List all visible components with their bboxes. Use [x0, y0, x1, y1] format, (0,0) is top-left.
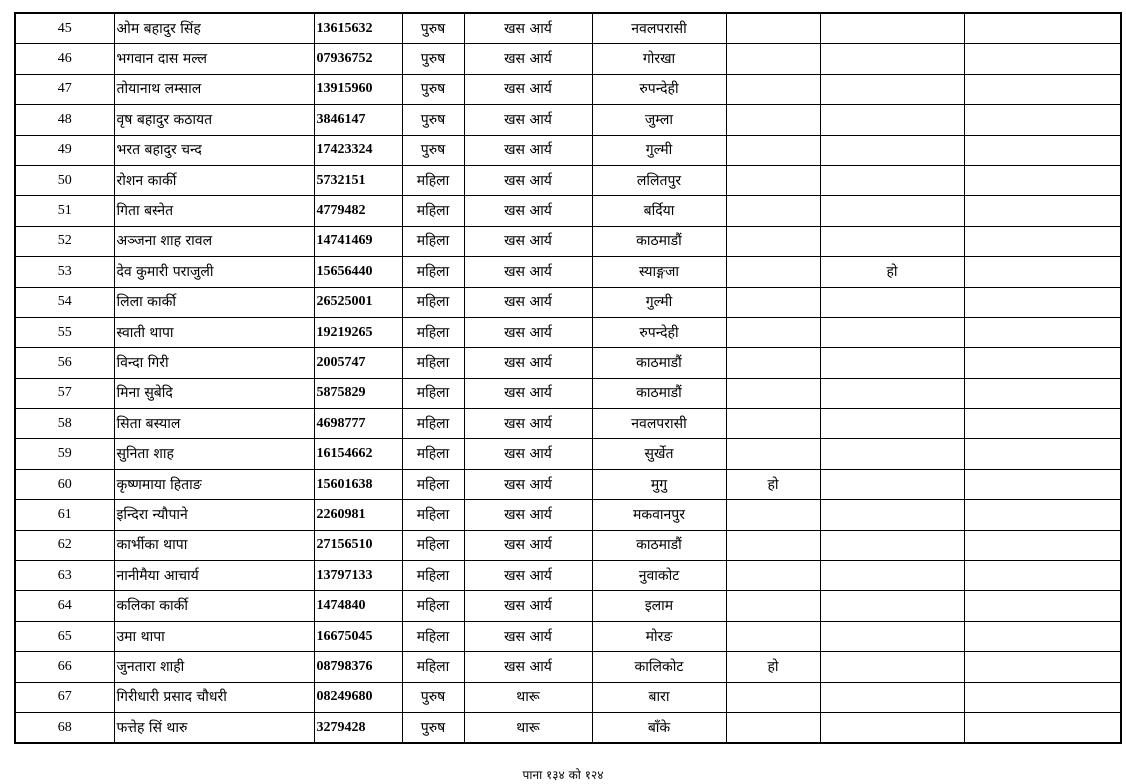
name-cell: सिता बस्याल — [114, 409, 314, 439]
district-cell: गुल्मी — [592, 287, 726, 317]
citizenship-number-cell: 2260981 — [314, 500, 402, 530]
district-cell: इलाम — [592, 591, 726, 621]
extra-column-2-cell — [820, 682, 964, 712]
citizenship-number-cell: 13797133 — [314, 561, 402, 591]
gender-cell: महिला — [402, 287, 464, 317]
table-row — [15, 287, 1121, 317]
serial-number-cell: 57 — [15, 378, 114, 408]
gender-cell: पुरुष — [402, 135, 464, 165]
extra-column-1-cell — [726, 196, 820, 226]
serial-number-cell: 59 — [15, 439, 114, 469]
records-table-body — [15, 13, 1121, 743]
serial-number-cell: 65 — [15, 621, 114, 651]
extra-column-3-cell — [964, 439, 1121, 469]
district-cell: रुपन्देही — [592, 317, 726, 347]
extra-column-1-cell — [726, 409, 820, 439]
table-row — [15, 105, 1121, 135]
citizenship-number-cell: 1474840 — [314, 591, 402, 621]
extra-column-3-cell — [964, 469, 1121, 499]
name-cell: सुनिता शाह — [114, 439, 314, 469]
extra-column-1-cell — [726, 226, 820, 256]
serial-number-cell: 66 — [15, 652, 114, 682]
extra-column-2-cell — [820, 196, 964, 226]
citizenship-number-cell: 15601638 — [314, 469, 402, 499]
extra-column-1-cell: हो — [726, 652, 820, 682]
table-row — [15, 712, 1121, 743]
name-cell: विन्दा गिरी — [114, 348, 314, 378]
district-cell: नुवाकोट — [592, 561, 726, 591]
extra-column-3-cell — [964, 226, 1121, 256]
caste-group-cell: खस आर्य — [464, 469, 592, 499]
caste-group-cell: थारू — [464, 712, 592, 743]
citizenship-number-cell: 5732151 — [314, 165, 402, 195]
table-row — [15, 378, 1121, 408]
extra-column-1-cell — [726, 621, 820, 651]
serial-number-cell: 61 — [15, 500, 114, 530]
extra-column-1-cell — [726, 348, 820, 378]
district-cell: काठमाडौं — [592, 226, 726, 256]
name-cell: भगवान दास मल्ल — [114, 44, 314, 74]
gender-cell: महिला — [402, 348, 464, 378]
gender-cell: पुरुष — [402, 74, 464, 104]
citizenship-number-cell: 16154662 — [314, 439, 402, 469]
caste-group-cell: खस आर्य — [464, 105, 592, 135]
serial-number-cell: 55 — [15, 317, 114, 347]
caste-group-cell: खस आर्य — [464, 257, 592, 287]
extra-column-1-cell — [726, 317, 820, 347]
serial-number-cell: 56 — [15, 348, 114, 378]
district-cell: काठमाडौं — [592, 530, 726, 560]
extra-column-2-cell — [820, 165, 964, 195]
gender-cell: महिला — [402, 196, 464, 226]
extra-column-2-cell — [820, 135, 964, 165]
table-row — [15, 196, 1121, 226]
citizenship-number-cell: 14741469 — [314, 226, 402, 256]
extra-column-2-cell — [820, 226, 964, 256]
citizenship-number-cell: 3279428 — [314, 712, 402, 743]
table-row — [15, 257, 1121, 287]
gender-cell: महिला — [402, 317, 464, 347]
extra-column-1-cell — [726, 257, 820, 287]
serial-number-cell: 60 — [15, 469, 114, 499]
citizenship-number-cell: 07936752 — [314, 44, 402, 74]
extra-column-2-cell — [820, 287, 964, 317]
table-row — [15, 226, 1121, 256]
caste-group-cell: खस आर्य — [464, 561, 592, 591]
extra-column-3-cell — [964, 712, 1121, 743]
name-cell: कलिका कार्की — [114, 591, 314, 621]
serial-number-cell: 52 — [15, 226, 114, 256]
district-cell: बर्दिया — [592, 196, 726, 226]
citizenship-number-cell: 13915960 — [314, 74, 402, 104]
serial-number-cell: 46 — [15, 44, 114, 74]
gender-cell: महिला — [402, 378, 464, 408]
caste-group-cell: खस आर्य — [464, 621, 592, 651]
extra-column-1-cell — [726, 105, 820, 135]
caste-group-cell: थारू — [464, 682, 592, 712]
table-row — [15, 469, 1121, 499]
name-cell: जुनतारा शाही — [114, 652, 314, 682]
caste-group-cell: खस आर्य — [464, 165, 592, 195]
extra-column-2-cell — [820, 652, 964, 682]
serial-number-cell: 51 — [15, 196, 114, 226]
serial-number-cell: 45 — [15, 13, 114, 44]
district-cell: मोरङ — [592, 621, 726, 651]
district-cell: गोरखा — [592, 44, 726, 74]
name-cell: कृष्णमाया हिताङ — [114, 469, 314, 499]
district-cell: बारा — [592, 682, 726, 712]
district-cell: नवलपरासी — [592, 409, 726, 439]
gender-cell: महिला — [402, 500, 464, 530]
table-row — [15, 682, 1121, 712]
citizenship-number-cell: 27156510 — [314, 530, 402, 560]
extra-column-2-cell — [820, 561, 964, 591]
table-row — [15, 652, 1121, 682]
name-cell: तोयानाथ लम्साल — [114, 74, 314, 104]
name-cell: अञ्जना शाह रावल — [114, 226, 314, 256]
caste-group-cell: खस आर्य — [464, 348, 592, 378]
district-cell: नवलपरासी — [592, 13, 726, 44]
district-cell: गुल्मी — [592, 135, 726, 165]
name-cell: गिरीधारी प्रसाद चौधरी — [114, 682, 314, 712]
extra-column-2-cell — [820, 469, 964, 499]
serial-number-cell: 63 — [15, 561, 114, 591]
extra-column-3-cell — [964, 500, 1121, 530]
extra-column-2-cell — [820, 621, 964, 651]
table-row — [15, 409, 1121, 439]
serial-number-cell: 49 — [15, 135, 114, 165]
gender-cell: पुरुष — [402, 44, 464, 74]
caste-group-cell: खस आर्य — [464, 13, 592, 44]
extra-column-3-cell — [964, 561, 1121, 591]
gender-cell: महिला — [402, 561, 464, 591]
district-cell: सुर्खेत — [592, 439, 726, 469]
district-cell: कालिकोट — [592, 652, 726, 682]
extra-column-3-cell — [964, 74, 1121, 104]
caste-group-cell: खस आर्य — [464, 226, 592, 256]
citizenship-number-cell: 19219265 — [314, 317, 402, 347]
serial-number-cell: 50 — [15, 165, 114, 195]
district-cell: मुगु — [592, 469, 726, 499]
extra-column-3-cell — [964, 13, 1121, 44]
serial-number-cell: 67 — [15, 682, 114, 712]
name-cell: इन्दिरा न्यौपाने — [114, 500, 314, 530]
extra-column-3-cell — [964, 591, 1121, 621]
gender-cell: महिला — [402, 439, 464, 469]
table-row — [15, 317, 1121, 347]
gender-cell: महिला — [402, 226, 464, 256]
gender-cell: महिला — [402, 652, 464, 682]
name-cell: कार्भीका थापा — [114, 530, 314, 560]
table-row — [15, 561, 1121, 591]
extra-column-1-cell — [726, 712, 820, 743]
citizenship-number-cell: 4698777 — [314, 409, 402, 439]
name-cell: वृष बहादुर कठायत — [114, 105, 314, 135]
records-table — [14, 12, 1122, 744]
citizenship-number-cell: 26525001 — [314, 287, 402, 317]
name-cell: उमा थापा — [114, 621, 314, 651]
caste-group-cell: खस आर्य — [464, 591, 592, 621]
caste-group-cell: खस आर्य — [464, 530, 592, 560]
name-cell: ओम बहादुर सिंह — [114, 13, 314, 44]
extra-column-3-cell — [964, 682, 1121, 712]
page-footer: पाना १३४ को १२४ — [522, 768, 604, 782]
extra-column-3-cell — [964, 378, 1121, 408]
extra-column-3-cell — [964, 409, 1121, 439]
extra-column-2-cell — [820, 74, 964, 104]
caste-group-cell: खस आर्य — [464, 287, 592, 317]
gender-cell: महिला — [402, 621, 464, 651]
extra-column-3-cell — [964, 317, 1121, 347]
extra-column-2-cell — [820, 317, 964, 347]
name-cell: भरत बहादुर चन्द — [114, 135, 314, 165]
extra-column-2-cell — [820, 591, 964, 621]
citizenship-number-cell: 08798376 — [314, 652, 402, 682]
citizenship-number-cell: 17423324 — [314, 135, 402, 165]
caste-group-cell: खस आर्य — [464, 409, 592, 439]
gender-cell: महिला — [402, 257, 464, 287]
district-cell: मकवानपुर — [592, 500, 726, 530]
extra-column-2-cell — [820, 348, 964, 378]
citizenship-number-cell: 4779482 — [314, 196, 402, 226]
extra-column-2-cell: हो — [820, 257, 964, 287]
extra-column-2-cell — [820, 439, 964, 469]
citizenship-number-cell: 16675045 — [314, 621, 402, 651]
citizenship-number-cell: 08249680 — [314, 682, 402, 712]
table-row — [15, 500, 1121, 530]
gender-cell: पुरुष — [402, 712, 464, 743]
extra-column-1-cell — [726, 530, 820, 560]
extra-column-1-cell — [726, 682, 820, 712]
serial-number-cell: 48 — [15, 105, 114, 135]
table-row — [15, 591, 1121, 621]
extra-column-3-cell — [964, 44, 1121, 74]
gender-cell: महिला — [402, 165, 464, 195]
citizenship-number-cell: 5875829 — [314, 378, 402, 408]
citizenship-number-cell: 15656440 — [314, 257, 402, 287]
extra-column-1-cell — [726, 44, 820, 74]
caste-group-cell: खस आर्य — [464, 439, 592, 469]
serial-number-cell: 53 — [15, 257, 114, 287]
gender-cell: महिला — [402, 409, 464, 439]
extra-column-3-cell — [964, 135, 1121, 165]
caste-group-cell: खस आर्य — [464, 500, 592, 530]
gender-cell: महिला — [402, 530, 464, 560]
extra-column-2-cell — [820, 44, 964, 74]
extra-column-3-cell — [964, 165, 1121, 195]
district-cell: काठमाडौं — [592, 348, 726, 378]
extra-column-2-cell — [820, 105, 964, 135]
serial-number-cell: 58 — [15, 409, 114, 439]
extra-column-3-cell — [964, 196, 1121, 226]
name-cell: फत्तेह सिं थारु — [114, 712, 314, 743]
table-row — [15, 74, 1121, 104]
caste-group-cell: खस आर्य — [464, 135, 592, 165]
district-cell: स्याङ्गजा — [592, 257, 726, 287]
serial-number-cell: 54 — [15, 287, 114, 317]
extra-column-1-cell — [726, 378, 820, 408]
name-cell: स्वाती थापा — [114, 317, 314, 347]
extra-column-1-cell: हो — [726, 469, 820, 499]
extra-column-1-cell — [726, 439, 820, 469]
caste-group-cell: खस आर्य — [464, 44, 592, 74]
extra-column-1-cell — [726, 74, 820, 104]
extra-column-3-cell — [964, 287, 1121, 317]
gender-cell: पुरुष — [402, 13, 464, 44]
extra-column-3-cell — [964, 105, 1121, 135]
extra-column-2-cell — [820, 378, 964, 408]
serial-number-cell: 68 — [15, 712, 114, 743]
extra-column-1-cell — [726, 165, 820, 195]
extra-column-3-cell — [964, 257, 1121, 287]
table-row — [15, 13, 1121, 44]
caste-group-cell: खस आर्य — [464, 74, 592, 104]
extra-column-3-cell — [964, 530, 1121, 560]
extra-column-2-cell — [820, 13, 964, 44]
table-row — [15, 621, 1121, 651]
district-cell: बाँके — [592, 712, 726, 743]
extra-column-3-cell — [964, 348, 1121, 378]
gender-cell: महिला — [402, 469, 464, 499]
district-cell: रुपन्देही — [592, 74, 726, 104]
name-cell: देव कुमारी पराजुली — [114, 257, 314, 287]
citizenship-number-cell: 3846147 — [314, 105, 402, 135]
extra-column-3-cell — [964, 652, 1121, 682]
extra-column-1-cell — [726, 135, 820, 165]
table-row — [15, 439, 1121, 469]
caste-group-cell: खस आर्य — [464, 378, 592, 408]
serial-number-cell: 62 — [15, 530, 114, 560]
extra-column-2-cell — [820, 712, 964, 743]
extra-column-1-cell — [726, 591, 820, 621]
district-cell: जुम्ला — [592, 105, 726, 135]
table-row — [15, 530, 1121, 560]
serial-number-cell: 47 — [15, 74, 114, 104]
extra-column-1-cell — [726, 287, 820, 317]
extra-column-2-cell — [820, 500, 964, 530]
table-row — [15, 44, 1121, 74]
gender-cell: पुरुष — [402, 682, 464, 712]
citizenship-number-cell: 13615632 — [314, 13, 402, 44]
table-row — [15, 135, 1121, 165]
extra-column-3-cell — [964, 621, 1121, 651]
extra-column-1-cell — [726, 500, 820, 530]
extra-column-2-cell — [820, 530, 964, 560]
caste-group-cell: खस आर्य — [464, 317, 592, 347]
name-cell: नानीमैया आचार्य — [114, 561, 314, 591]
name-cell: रोशन कार्की — [114, 165, 314, 195]
caste-group-cell: खस आर्य — [464, 196, 592, 226]
name-cell: गिता बस्नेत — [114, 196, 314, 226]
serial-number-cell: 64 — [15, 591, 114, 621]
citizenship-number-cell: 2005747 — [314, 348, 402, 378]
district-cell: काठमाडौं — [592, 378, 726, 408]
name-cell: लिला कार्की — [114, 287, 314, 317]
caste-group-cell: खस आर्य — [464, 652, 592, 682]
name-cell: मिना सुबेदि — [114, 378, 314, 408]
table-row — [15, 165, 1121, 195]
extra-column-1-cell — [726, 13, 820, 44]
table-row — [15, 348, 1121, 378]
gender-cell: पुरुष — [402, 105, 464, 135]
extra-column-2-cell — [820, 409, 964, 439]
extra-column-1-cell — [726, 561, 820, 591]
district-cell: ललितपुर — [592, 165, 726, 195]
gender-cell: महिला — [402, 591, 464, 621]
